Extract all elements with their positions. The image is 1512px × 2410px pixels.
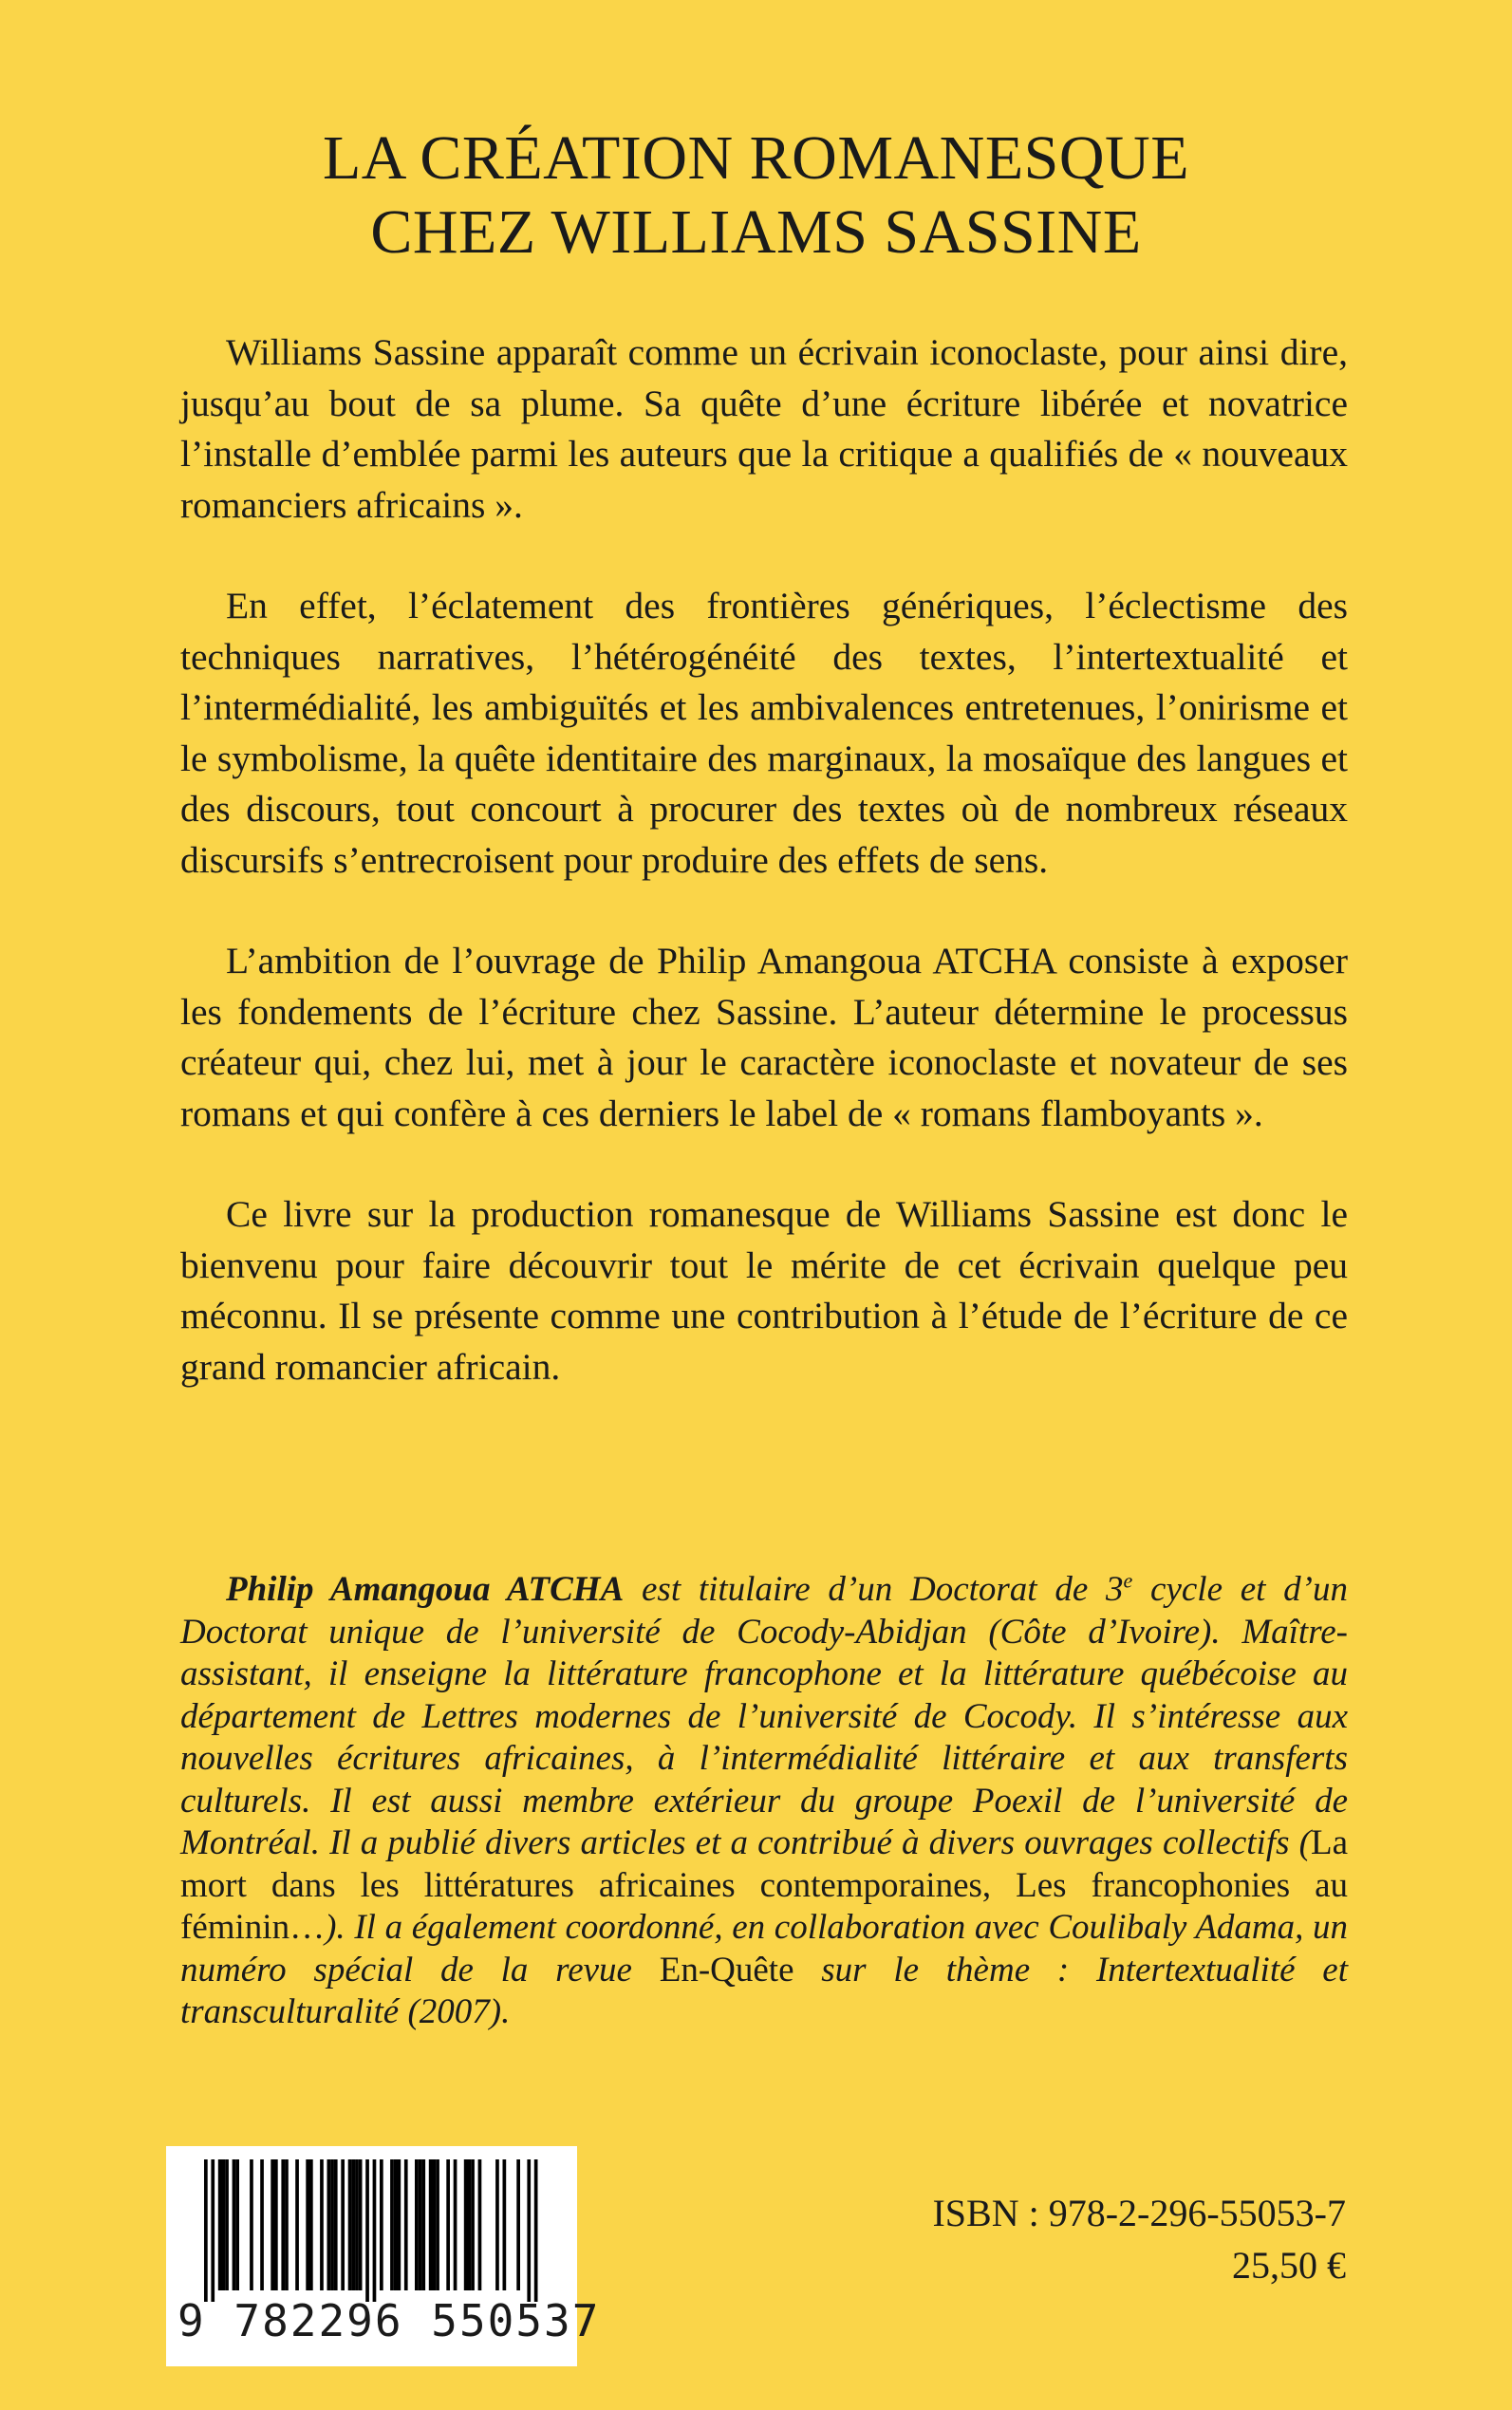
book-title [0,121,1512,270]
barcode-bar [503,2159,507,2290]
barcode-guard-bar [204,2159,208,2302]
barcode-guard-bar [211,2159,215,2302]
barcode-bar [454,2159,457,2290]
barcode-bar [516,2159,520,2290]
bio-text-c: ). Il a également coordonné, en collaboration avec Coulibaly Adama, un numéro spécial de la revue [180,1908,1348,1990]
barcode-bar [471,2159,475,2290]
bio-superscript: e [1123,1568,1133,1593]
barcode-bar [295,2159,299,2290]
title-line-2: CHEZ WILLIAMS SASSINE [370,197,1142,267]
barcode-bar [351,2159,355,2290]
barcode-bar [380,2159,383,2290]
barcode-bar [404,2159,408,2290]
barcode-bar [235,2159,239,2290]
barcode-guard-bar [527,2159,531,2302]
barcode-bar [330,2159,334,2290]
description-paragraph-1: Williams Sassine apparaît comme un écrivain iconoclaste, pour ainsi dire, jusqu’au bout de sa plume. Sa quête d’une écriture libérée et novatrice l’installe d’emblée parmi les auteurs que la critique a qualifiés de « nouveaux romanciers africains ». [180,331,1348,526]
description-paragraph-4: Ce livre sur la production romanesque de Williams Sassine est donc le bienvenu pour faire découvrir tout le mérite de cet écrivain quelque peu méconnu. Il se présente comme une contribution à l’étude de l’écriture de ce grand romancier africain. [180,1193,1348,1388]
title-line-1: LA CRÉATION ROMANESQUE [322,123,1190,193]
barcode-bar [306,2159,309,2290]
author-name: Philip Amangoua ATCHA [226,1570,625,1609]
bio-text-b: cycle et d’un Doctorat unique de l’université de Cocody-Abidjan (Côte d’Ivoire). Maître-assistant, il enseigne la littérature francophone et la littérature québécoise au département de Lettres modernes de l’université de Cocody. Il s’intéresse aux nouvelles écritures africaines, à l’intermédialité littéraire et aux transferts culturels. Il est aussi membre extérieur du groupe Poexil de l’université de Montréal. Il a publié divers articles et a contribué à divers ouvrages collectifs ( [180,1570,1349,1862]
barcode-bar [433,2159,437,2290]
barcode-bars [185,2159,559,2302]
barcode-guard-bar [373,2159,377,2302]
barcode-bar [468,2159,472,2290]
barcode-guard-bar [365,2159,369,2302]
barcode-digits: 9 782296 550537 [177,2295,601,2346]
barcode-guard-bar [534,2159,538,2302]
bio-text-d: sur le thème : Intertextualité et transculturalité (2007). [180,1950,1348,2031]
barcode-bar [446,2159,450,2290]
barcode-bar [225,2159,229,2290]
barcode-bar [415,2159,419,2290]
barcode-bar [281,2159,285,2290]
barcode-bar [478,2159,482,2290]
barcode-bar [398,2159,401,2290]
barcode-bar [218,2159,222,2290]
barcode-bar [309,2159,313,2290]
barcode-bar [334,2159,338,2290]
bio-work-title: La mort dans les littératures africaines contemporaines, Les francophonies au féminin… [180,1823,1348,1947]
barcode-bar [260,2159,264,2290]
barcode-bar [348,2159,352,2290]
barcode [166,2146,601,2366]
barcode-bar [285,2159,289,2290]
isbn: ISBN : 978-2-296-55053-7 [932,2192,1346,2234]
description-paragraph-2: En effet, l’éclatement des frontières génériques, l’éclectisme des techniques narratives, l’hétérogénéité des textes, l’intertextualité et l’intermédialité, les ambiguïtés et les ambivalences entretenues, l’onirisme et le symbolisme, la quête identitaire des marginaux, la mosaïque des langues et des discours, tout concourt à procurer des textes où de nombreux réseaux discursifs s’entrecroisent pour produire des effets de sens. [180,585,1348,881]
barcode-bar [464,2159,468,2290]
barcode-bar [341,2159,345,2290]
barcode-bar [495,2159,499,2290]
price: 25,50 € [1232,2244,1346,2287]
barcode-bar [271,2159,274,2290]
author-biography [180,1569,1348,2034]
barcode-bar [222,2159,226,2290]
bio-journal-title: En-Quête [659,1950,794,1990]
description-block [180,327,1348,1443]
barcode-bar [390,2159,394,2290]
barcode-bar [355,2159,359,2290]
barcode-bar [436,2159,439,2290]
description-paragraph-3: L’ambition de l’ouvrage de Philip Amangoua ATCHA consiste à exposer les fondements de l’écriture chez Sassine. L’auteur détermine le processus créateur qui, chez lui, met à jour le caractère iconoclaste et novateur de ses romans et qui confère à ces derniers le label de « romans flamboyants ». [180,940,1348,1134]
barcode-bar [359,2159,363,2290]
barcode-bar [327,2159,331,2290]
barcode-bar [419,2159,422,2290]
barcode-bar [429,2159,433,2290]
barcode-bar [274,2159,278,2290]
bio-text-a: est titulaire d’un Doctorat de 3 [624,1570,1124,1609]
barcode-bar [233,2159,236,2290]
barcode-bar [421,2159,425,2290]
barcode-bar [394,2159,398,2290]
barcode-bar [320,2159,324,2290]
barcode-bar [250,2159,253,2290]
